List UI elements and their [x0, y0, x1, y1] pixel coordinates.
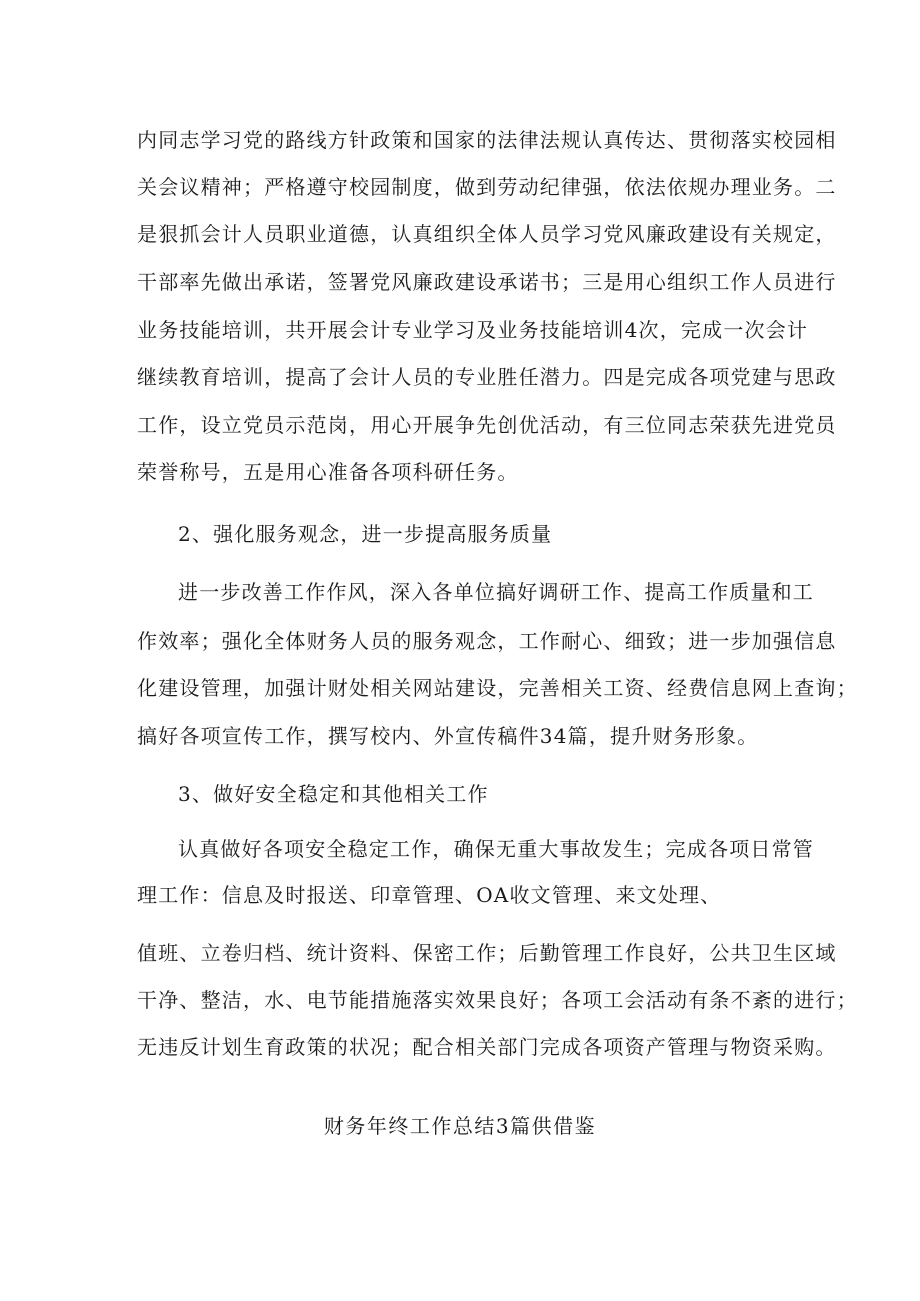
paragraph-3-line-1: 认真做好各项安全稳定工作，确保无重大事故发生；完成各项日常管 — [178, 837, 814, 861]
paragraph-1-line-8: 荣誉称号，五是用心准备各项科研任务。 — [137, 460, 519, 484]
section-heading-2: 2、强化服务观念，进一步提高服务质量 — [178, 522, 553, 546]
paragraph-2-line-4: 搞好各项宣传工作，撰写校内、外宣传稿件34篇，提升财务形象。 — [137, 724, 759, 748]
paragraph-2-line-1: 进一步改善工作作风，深入各单位搞好调研工作、提高工作质量和工 — [178, 580, 814, 604]
paragraph-1-line-4: 干部率先做出承诺，签署党风廉政建设承诺书；三是用心组织工作人员进行 — [137, 270, 837, 294]
paragraph-1-line-6: 继续教育培训，提高了会计人员的专业胜任潜力。四是完成各项党建与思政 — [137, 365, 837, 389]
paragraph-1-line-7: 工作，设立党员示范岗，用心开展争先创优活动，有三位同志荣获先进党员 — [137, 413, 837, 437]
paragraph-1-line-2: 关会议精神；严格遵守校园制度，做到劳动纪律强，依法依规办理业务。二 — [137, 175, 837, 199]
paragraph-3-line-4: 干净、整洁，水、电节能措施落实效果良好；各项工会活动有条不紊的进行； — [137, 988, 858, 1012]
paragraph-1-line-5: 业务技能培训，共开展会计专业学习及业务技能培训4次，完成一次会计 — [137, 318, 809, 342]
paragraph-1-line-3: 是狠抓会计人员职业道德，认真组织全体人员学习党风廉政建设有关规定， — [137, 222, 837, 246]
paragraph-2-line-3: 化建设管理，加强计财处相关网站建设，完善相关工资、经费信息网上查询； — [137, 676, 858, 700]
paragraph-3-line-3: 值班、立卷归档、统计资料、保密工作；后勤管理工作良好，公共卫生区域 — [137, 941, 837, 965]
next-article-title: 财务年终工作总结3篇供借鉴 — [323, 1114, 597, 1138]
paragraph-2-line-2: 作效率；强化全体财务人员的服务观念，工作耐心、细致；进一步加强信息 — [137, 629, 837, 653]
paragraph-3-line-2: 理工作：信息及时报送、印章管理、OA收文管理、来文处理、 — [137, 883, 722, 907]
paragraph-3-line-5: 无违反计划生育政策的状况；配合相关部门完成各项资产管理与物资采购。 — [137, 1035, 837, 1059]
section-heading-3: 3、做好安全稳定和其他相关工作 — [178, 782, 489, 806]
paragraph-1-line-1: 内同志学习党的路线方针政策和国家的法律法规认真传达、贯彻落实校园相 — [137, 128, 837, 152]
